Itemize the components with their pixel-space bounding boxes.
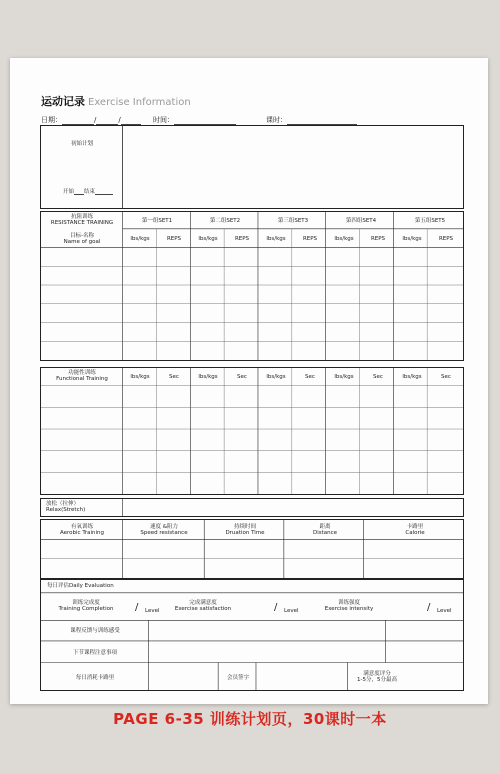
func-col9-header: lbs/kgs xyxy=(402,374,422,380)
feedback-label: 课程反馈与训练感受 xyxy=(70,628,120,634)
planner-page xyxy=(10,58,488,704)
start-field[interactable] xyxy=(74,194,84,195)
set4-weight-header: lbs/kgs xyxy=(334,236,354,242)
func-col4-header: Sec xyxy=(237,374,247,380)
set4-header: 第四组SET4 xyxy=(345,218,377,224)
set1-weight-header: lbs/kgs xyxy=(130,236,150,242)
aerobic-table xyxy=(40,519,464,579)
relax-input-area[interactable] xyxy=(124,499,464,517)
date-sep-1: / xyxy=(94,116,97,124)
aerobic-title: 有氧训练 Aerobic Training xyxy=(59,524,105,537)
aerobic-duration-header: 持续时间 Druation Time xyxy=(225,524,265,537)
title-cn: 运动记录 xyxy=(41,95,85,108)
plan-label: 初始计划 xyxy=(70,141,93,147)
evaluation-title: 每日评估Daily Evaluation xyxy=(47,583,114,589)
page-title xyxy=(41,93,191,109)
score-label: 满意度评分 1-5分，5分最高 xyxy=(357,671,397,684)
goal-header: 目标-名称 Name of goal xyxy=(63,233,101,246)
next-class-label: 下节课程注意事项 xyxy=(72,650,117,656)
date-sep-2: / xyxy=(118,116,121,124)
relax-row xyxy=(40,498,464,517)
time-label: 时间： xyxy=(153,116,174,124)
set2-weight-header: lbs/kgs xyxy=(198,236,218,242)
eval-intensity-label: 训练强度 Exercise intensity xyxy=(324,600,374,613)
title-en: Exercise Information xyxy=(88,97,191,108)
class-meta xyxy=(266,115,357,125)
eval-satisfaction-slash: / xyxy=(274,602,278,613)
func-col1-header: lbs/kgs xyxy=(130,374,150,380)
func-col6-header: Sec xyxy=(305,374,315,380)
relax-title: 放松（拉伸） Relax(Stretch) xyxy=(46,501,86,514)
plan-notes-area[interactable] xyxy=(124,126,464,209)
eval-completion-slash: / xyxy=(135,602,139,613)
eval-intensity-level[interactable]: Level xyxy=(437,608,452,614)
set3-reps-header: REPS xyxy=(302,236,318,242)
plan-start-end xyxy=(63,189,113,195)
eval-intensity-slash: / xyxy=(427,602,431,613)
set2-header: 第二组SET2 xyxy=(209,218,241,224)
plan-box xyxy=(40,125,464,209)
aerobic-calorie-header: 卡路里 Calorie xyxy=(405,524,425,537)
class-label: 课时： xyxy=(266,116,287,124)
eval-completion-label: 训练完成度 Training Completion xyxy=(58,600,114,613)
set5-weight-header: lbs/kgs xyxy=(402,236,422,242)
set3-header: 第三组SET3 xyxy=(277,218,309,224)
func-col7-header: lbs/kgs xyxy=(334,374,354,380)
end-label: 结束 xyxy=(84,189,96,195)
resistance-title: 抗阻训练 RESISTANCE TRAINING xyxy=(50,214,114,227)
footer-caption: PAGE 6-35 训练计划页，30课时一本 xyxy=(113,710,387,728)
functional-title: 功能性训练 Functional Training xyxy=(56,370,108,383)
evaluation-table xyxy=(40,579,464,691)
member-sign-label: 会员签字 xyxy=(226,675,249,681)
time-meta xyxy=(153,115,236,125)
func-col3-header: lbs/kgs xyxy=(198,374,218,380)
set5-header: 第五组SET5 xyxy=(414,218,446,224)
aerobic-distance-header: 距离 Distance xyxy=(312,524,338,537)
aerobic-speed-header: 速度 &阻力 Speed resistance xyxy=(140,524,188,537)
set1-header: 第一组SET1 xyxy=(141,218,173,224)
func-col10-header: Sec xyxy=(441,374,451,380)
eval-satisfaction-label: 完成满意度 Exercise satisfaction xyxy=(174,600,232,613)
start-label: 开始 xyxy=(63,189,75,195)
eval-satisfaction-level[interactable]: Level xyxy=(284,608,299,614)
func-col2-header: Sec xyxy=(169,374,179,380)
meta-line xyxy=(41,115,141,125)
date-label: 日期： xyxy=(41,116,62,124)
func-col8-header: Sec xyxy=(373,374,383,380)
set5-reps-header: REPS xyxy=(438,236,454,242)
set4-reps-header: REPS xyxy=(370,236,386,242)
set3-weight-header: lbs/kgs xyxy=(266,236,286,242)
calorie-label: 每日消耗卡路里 xyxy=(75,675,115,681)
resistance-table xyxy=(40,211,464,361)
end-field[interactable] xyxy=(95,194,113,195)
set1-reps-header: REPS xyxy=(166,236,182,242)
set2-reps-header: REPS xyxy=(234,236,250,242)
func-col5-header: lbs/kgs xyxy=(266,374,286,380)
functional-table xyxy=(40,367,464,495)
eval-completion-level[interactable]: Level xyxy=(145,608,160,614)
